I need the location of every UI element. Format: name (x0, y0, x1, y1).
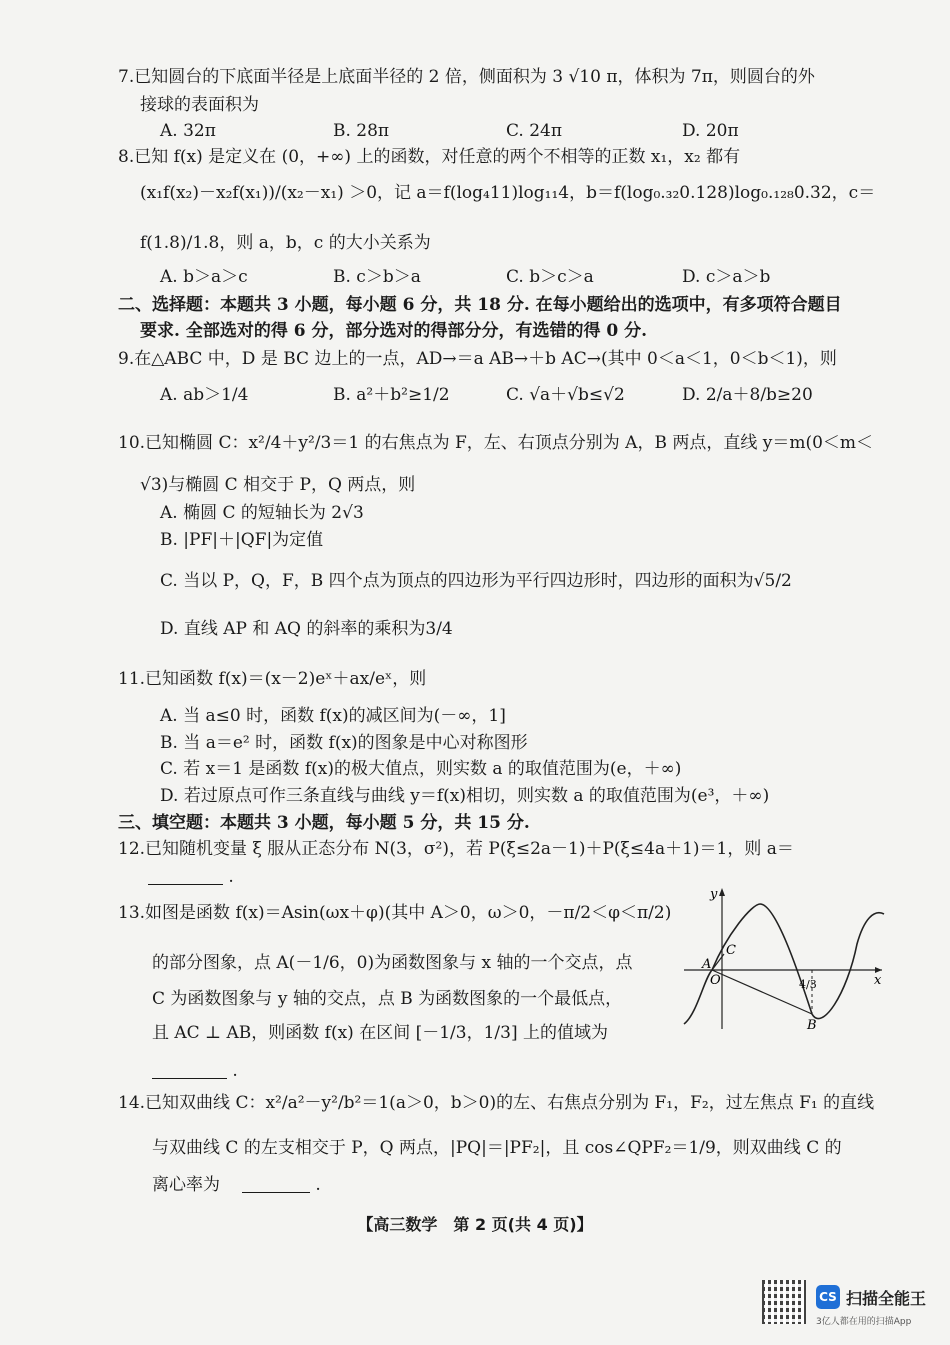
text-line: D. c＞a＞b (682, 267, 771, 287)
camscanner-logo-icon: CS (816, 1285, 840, 1309)
label-y: y (710, 887, 718, 902)
label-O: O (710, 973, 721, 988)
text-line: 离心率为 (152, 1175, 220, 1195)
text-line: C. 24π (506, 121, 563, 141)
sine-graph-figure (682, 884, 887, 1034)
label-A: A (702, 957, 712, 972)
text-line: 11.已知函数 f(x)＝(x－2)eˣ＋ax/eˣ，则 (118, 669, 427, 689)
scanner-tagline: 3亿人都在用的扫描App (816, 1317, 912, 1327)
text-line: C 为函数图象与 y 轴的交点，点 B 为函数图象的一个最低点， (152, 989, 623, 1009)
answer-blank-12[interactable]: . (148, 866, 234, 888)
text-line: C. b＞c＞a (506, 267, 594, 287)
text-line: D. 20π (682, 121, 739, 141)
text-line: √3)与椭圆 C 相交于 P，Q 两点，则 (140, 475, 416, 495)
text-line: A. 32π (160, 121, 216, 141)
text-line: 二、选择题：本题共 3 小题，每小题 6 分，共 18 分. 在每小题给出的选项中，有多项符合题目 (118, 295, 842, 315)
text-line: 10.已知椭圆 C：x²/4＋y²/3＝1 的右焦点为 F，左、右顶点分别为 A，B 两点，直线 y＝m(0＜m＜ (118, 433, 874, 453)
text-line: D. 若过原点可作三条直线与曲线 y＝f(x)相切，则实数 a 的取值范围为(e³，＋∞) (160, 786, 770, 806)
text-line: 接球的表面积为 (140, 95, 259, 115)
text-line: C. √a＋√b≤√2 (506, 385, 625, 405)
text-line: 12.已知随机变量 ξ 服从正态分布 N(3，σ²)，若 P(ξ≤2a－1)＋P(ξ≤4a＋1)＝1，则 a＝ (118, 839, 794, 859)
text-line: 13.如图是函数 f(x)＝Asin(ωx＋φ)(其中 A＞0，ω＞0，－π/2＜φ＜π/2) (118, 903, 672, 923)
text-line: A. 椭圆 C 的短轴长为 2√3 (160, 503, 364, 523)
text-line: 7.已知圆台的下底面半径是上底面半径的 2 倍，侧面积为 3 √10 π，体积为 7π，则圆台的外 (118, 67, 815, 87)
segment-AB (712, 970, 812, 1014)
text-line: (x₁f(x₂)－x₂f(x₁))/(x₂－x₁) ＞0，记 a＝f(log₄11)log₁₁4，b＝f(log₀.₃₂0.128)log₀.₁₂₈0.32，c＝ (140, 183, 876, 203)
label-x: x (874, 973, 882, 988)
text-line: B. 当 a＝e² 时，函数 f(x)的图象是中心对称图形 (160, 733, 528, 753)
text-line: C. 当以 P，Q，F，B 四个点为顶点的四边形为平行四边形时，四边形的面积为√5/2 (160, 571, 792, 591)
text-line: B. a²＋b²≥1/2 (333, 385, 450, 405)
text-line: 要求. 全部选对的得 6 分，部分选对的得部分分，有选错的得 0 分. (140, 321, 648, 341)
text-line: 三、填空题：本题共 3 小题，每小题 5 分，共 15 分. (118, 813, 530, 833)
text-line: B. |PF|＋|QF|为定值 (160, 530, 324, 550)
text-line: B. 28π (333, 121, 390, 141)
text-line: 8.已知 f(x) 是定义在 (0，+∞) 上的函数，对任意的两个不相等的正数 x₁，x₂ 都有 (118, 147, 741, 167)
answer-blank-14[interactable]: . (242, 1174, 321, 1196)
scanner-app-name: 扫描全能王 (846, 1289, 927, 1308)
text-line: D. 直线 AP 和 AQ 的斜率的乘积为3/4 (160, 619, 453, 639)
sine-curve (684, 904, 884, 1024)
text-line: f(1.8)/1.8，则 a，b，c 的大小关系为 (140, 233, 431, 253)
text-line: 与双曲线 C 的左支相交于 P，Q 两点，|PQ|＝|PF₂|，且 cos∠QPF₂＝1/9，则双曲线 C 的 (152, 1138, 842, 1158)
text-line: 9.在△ABC 中，D 是 BC 边上的一点，AD→＝a AB→＋b AC→(其中 0＜a＜1，0＜b＜1)，则 (118, 349, 837, 369)
page-footer: 【高三数学 第 2 页(共 4 页)】 (357, 1215, 593, 1234)
answer-blank-13[interactable]: . (152, 1060, 238, 1082)
text-line: 的部分图象，点 A(－1/6，0)为函数图象与 x 轴的一个交点，点 (152, 953, 633, 973)
text-line: A. b＞a＞c (160, 267, 248, 287)
text-line: 14.已知双曲线 C：x²/a²－y²/b²＝1(a＞0，b＞0)的左、右焦点分别为 F₁，F₂，过左焦点 F₁ 的直线 (118, 1093, 875, 1113)
text-line: 且 AC ⊥ AB，则函数 f(x) 在区间 [－1/3，1/3] 上的值域为 (152, 1023, 608, 1043)
tick-4-3: 4/3 (799, 978, 817, 991)
text-line: A. ab＞1/4 (160, 385, 249, 405)
text-line: B. c＞b＞a (333, 267, 421, 287)
label-B: B (807, 1018, 817, 1033)
text-line: C. 若 x＝1 是函数 f(x)的极大值点，则实数 a 的取值范围为(e，＋∞) (160, 759, 682, 779)
y-axis-arrow (719, 888, 725, 896)
text-line: D. 2/a＋8/b≥20 (682, 385, 813, 405)
text-line: A. 当 a≤0 时，函数 f(x)的减区间为(－∞，1] (160, 706, 506, 726)
label-C: C (726, 943, 736, 958)
